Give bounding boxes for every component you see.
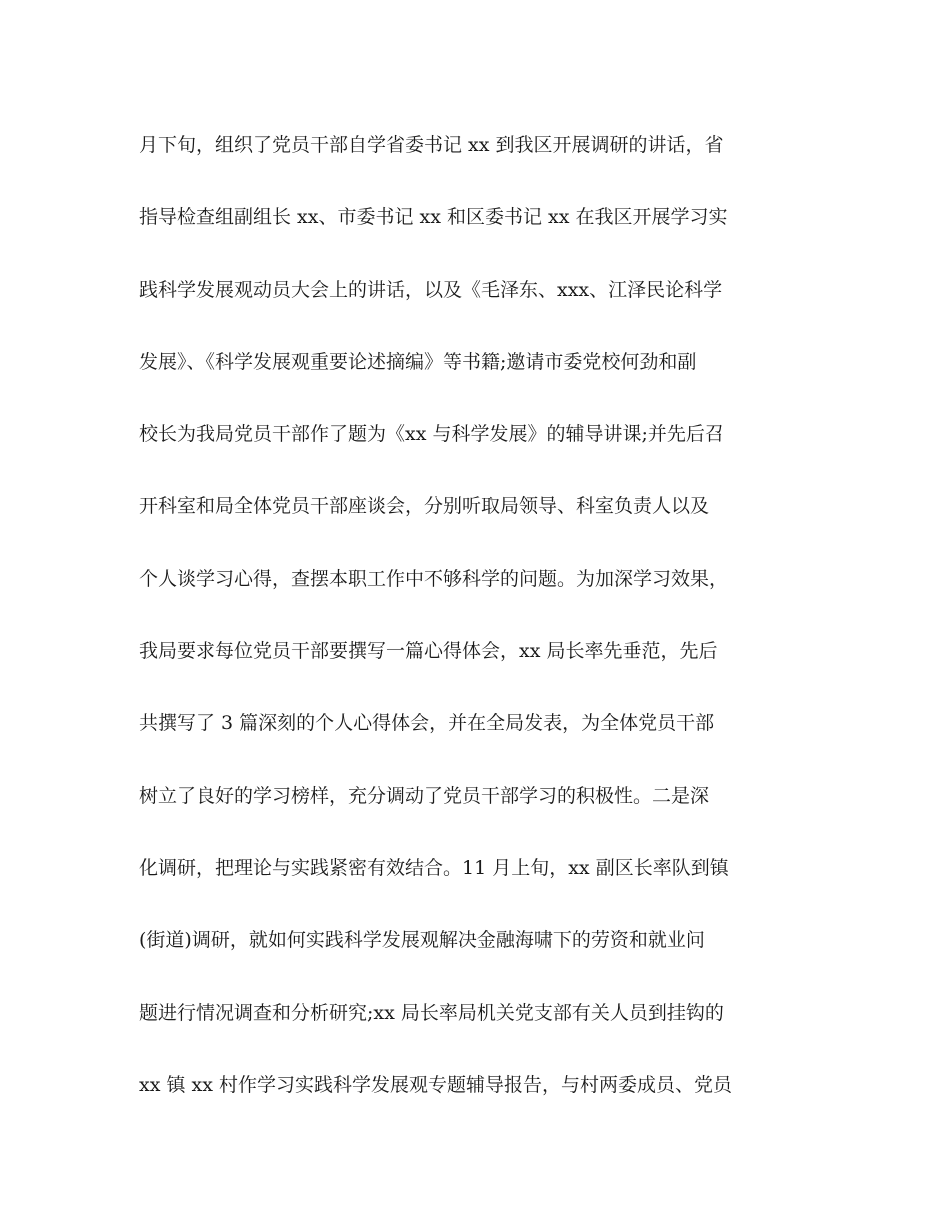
body-text-line: xx 镇 xx 村作学习实践科学发展观专题辅导报告，与村两委成员、党员	[139, 1074, 732, 1096]
body-text-line: (街道)调研，就如何实践科学发展观解决金融海啸下的劳资和就业问	[139, 929, 705, 951]
body-text-line: 践科学发展观动员大会上的讲话，以及《毛泽东、xxx、江泽民论科学	[139, 279, 723, 301]
body-text-line: 个人谈学习心得，查摆本职工作中不够科学的问题。为加深学习效果，	[139, 568, 729, 590]
body-text-line: 我局要求每位党员干部要撰写一篇心得体会，xx 局长率先垂范，先后	[139, 640, 718, 662]
body-text-line: 校长为我局党员干部作了题为《xx 与科学发展》的辅导讲课;并先后召	[139, 423, 724, 445]
body-text-line: 指导检查组副组长 xx、市委书记 xx 和区委书记 xx 在我区开展学习实	[139, 206, 728, 228]
body-text-line: 树立了良好的学习榜样，充分调动了党员干部学习的积极性。二是深	[139, 785, 710, 807]
body-text-line: 发展》、《科学发展观重要论述摘编》等书籍;邀请市委党校何劲和副	[139, 351, 697, 373]
body-text-line: 题进行情况调查和分析研究;xx 局长率局机关党支部有关人员到挂钩的	[139, 1002, 724, 1024]
body-text-line: 月下旬，组织了党员干部自学省委书记 xx 到我区开展调研的讲话，省	[139, 134, 724, 156]
body-text-line: 共撰写了 3 篇深刻的个人心得体会，并在全局发表，为全体党员干部	[139, 712, 715, 734]
body-text-line: 开科室和局全体党员干部座谈会，分别听取局领导、科室负责人以及	[139, 495, 710, 517]
body-text-line: 化调研，把理论与实践紧密有效结合。11 月上旬，xx 副区长率队到镇	[139, 857, 729, 879]
